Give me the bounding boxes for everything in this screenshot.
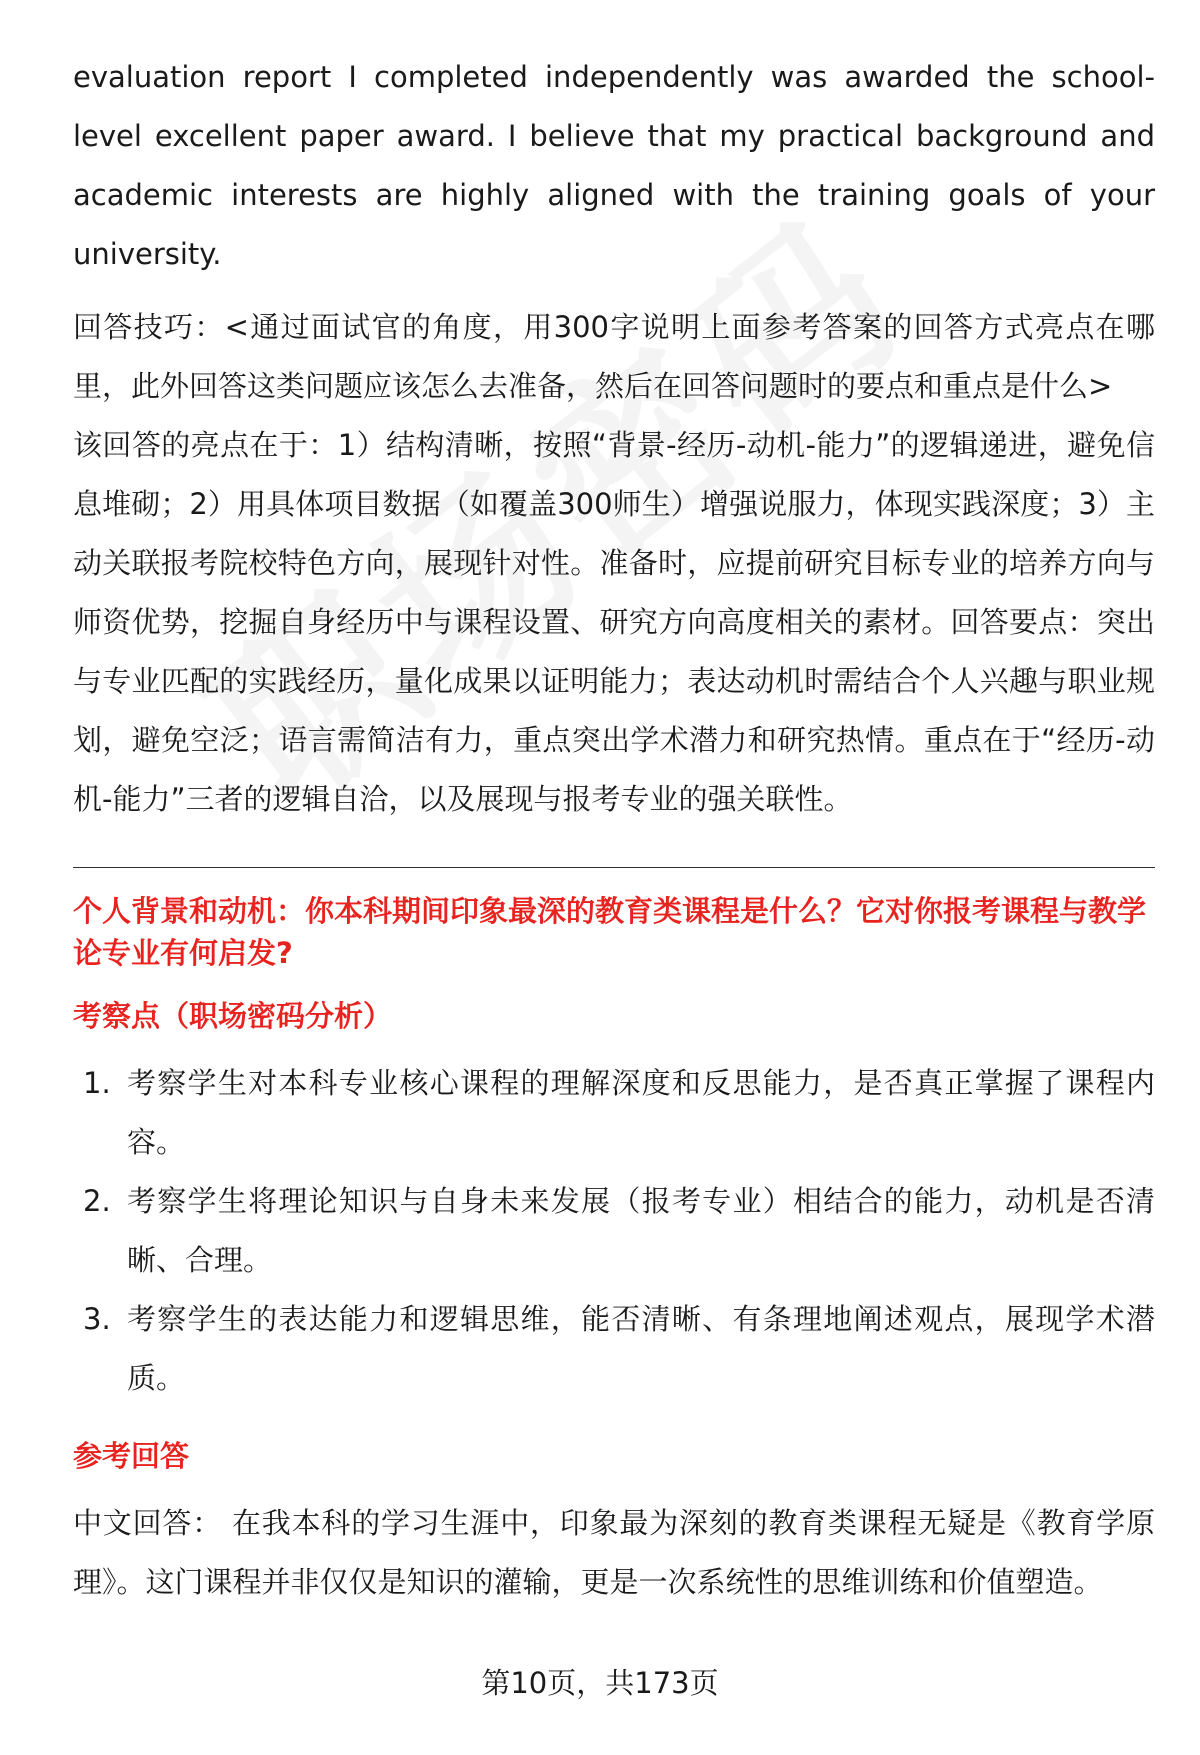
reference-answer-title: 参考回答 bbox=[73, 1439, 190, 1473]
list-item bbox=[73, 1290, 1155, 1408]
list-item-number: 3. bbox=[83, 1302, 111, 1336]
list-item-number: 1. bbox=[83, 1066, 111, 1100]
exam-points-list bbox=[73, 1054, 1155, 1408]
intro-english-paragraph: evaluation report I completed independently was awarded the school-level excellent paper award. I believe that my practical background and academic interests are highly aligned with the training goals of your university. bbox=[73, 60, 1155, 271]
list-item-number: 2. bbox=[83, 1184, 111, 1218]
list-item-text: 考察学生将理论知识与自身未来发展（报考专业）相结合的能力，动机是否清晰、合理。 bbox=[127, 1184, 1155, 1277]
document-body bbox=[73, 48, 1155, 1612]
list-item bbox=[73, 1172, 1155, 1290]
list-item bbox=[73, 1054, 1155, 1172]
list-item-text: 考察学生对本科专业核心课程的理解深度和反思能力，是否真正掌握了课程内容。 bbox=[127, 1066, 1155, 1159]
answer-tips-prompt: 回答技巧：<通过面试官的角度，用300字说明上面参考答案的回答方式亮点在哪里，此外回答这类问题应该怎么去准备，然后在回答问题时的要点和重点是什么> bbox=[73, 310, 1155, 403]
answer-chinese-paragraph: 中文回答： 在我本科的学习生涯中，印象最为深刻的教育类课程无疑是《教育学原理》。这门课程并非仅仅是知识的灌输，更是一次系统性的思维训练和价值塑造。 bbox=[73, 1506, 1155, 1599]
exam-points-title: 考察点（职场密码分析） bbox=[73, 999, 393, 1033]
section-divider bbox=[73, 867, 1155, 868]
answer-tips-body: 该回答的亮点在于：1）结构清晰，按照“背景-经历-动机-能力”的逻辑递进，避免信息堆砌；2）用具体项目数据（如覆盖300师生）增强说服力，体现实践深度；3）主动关联报考院校特色方向，展现针对性。准备时，应提前研究目标专业的培养方向与师资优势，挖掘自身经历中与课程设置、研究方向高度相关的素材。回答要点：突出与专业匹配的实践经历，量化成果以证明能力；表达动机时需结合个人兴趣与职业规划，避免空泛；语言需简洁有力，重点突出学术潜力和研究热情。重点在于“经历-动机-能力”三者的逻辑自洽，以及展现与报考专业的强关联性。 bbox=[73, 428, 1155, 816]
page-number-footer: 第10页，共173页 bbox=[481, 1666, 719, 1700]
list-item-text: 考察学生的表达能力和逻辑思维，能否清晰、有条理地阐述观点，展现学术潜质。 bbox=[127, 1302, 1155, 1395]
question-heading: 个人背景和动机：你本科期间印象最深的教育类课程是什么？它对你报考课程与教学论专业有何启发? bbox=[73, 894, 1147, 970]
